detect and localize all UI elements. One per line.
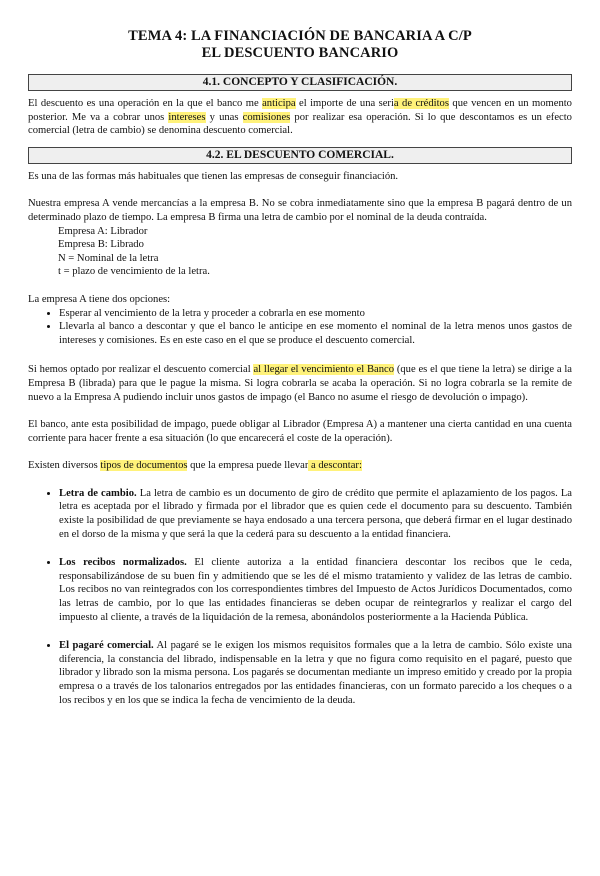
document-page	[0, 28, 600, 876]
document-title	[28, 28, 572, 62]
section-heading-4-1: 4.1. CONCEPTO Y CLASIFICACIÓN.	[28, 74, 572, 91]
document-type-item: • Letra de cambio. La letra de cambio es un documento de giro de crédito que permite el aplazamiento de los pagos. La letra es aceptada por el librado y firmada por el librador que es quien cede el documento para su descuento. También existe la posibilidad de que previamente se haya endosado a una tercera persona, que deberá firmar en el lugar destinado en el dorso de la misma y que será la que la cederá para su descuento a la entidad financiera.	[59, 487, 572, 541]
options-list	[28, 307, 572, 348]
option-item: • Llevarla al banco a descontar y que el banco le anticipe en ese momento el nominal de la letra menos unos gastos de intereses y comisiones. Es en este caso en el que se produce el descuento comercial.	[59, 320, 572, 347]
option-item: • Esperar al vencimiento de la letra y proceder a cobrarla en ese momento	[59, 307, 572, 321]
document-type-item: • El pagaré comercial. Al pagaré se le exigen los mismos requisitos formales que a la letra de cambio. Sólo existe una diferencia, la constancia del librado, indispensable en la letra y que no figura como requisito en el pagaré, puesto que librador y librado son la misma persona. Los pagarés se documentan mediante un impreso emitido y creado por la propia empresa o a través de los talonarios entregados por las entidades financieras, con un formato parecido a los cheques o a los recibos y en los que se indica la fecha de vencimiento de la deuda.	[59, 639, 572, 707]
document-type-term: El pagaré comercial.	[59, 640, 154, 652]
example-paragraph: Nuestra empresa A vende mercancías a la empresa B. No se cobra inmediatamente sino que la empresa B pagará dentro de un determinado plazo de tiempo. La empresa B firma una letra de cambio por el nominal de la deuda contraída.	[28, 198, 572, 223]
concept-paragraph: El descuento es una operación en la que el banco me anticipa el importe de una seria de créditos que vencen en un momento posterior. Me va a cobrar unos intereses y unas comisiones por realizar esa operación. Si lo que descontamos es un efecto comercial (letra de cambio) se denomina descuento comercial.	[28, 98, 572, 137]
definition-item: Empresa B: Librado	[58, 239, 144, 251]
definition-item: N = Nominal de la letra	[58, 252, 159, 264]
highlight-tipos-documentos: tipos de documentos	[100, 460, 188, 472]
highlight-creditos: a de créditos	[393, 98, 449, 109]
document-type-item: • Los recibos normalizados. El cliente autoriza a la entidad financiera descontar los recibos que le ceda, responsabilizándose de su buen fin y admitiendo que se les dé el mismo tratamiento y validez de las letras de cambio. Los recibos no van reintegrados con los correspondientes timbres del Impuesto de Actos Jurídicos Documentados, como las letras de cambio, por lo que las entidades financieras se deben ocupar de reintegrarlos y realizar el cargo del impuesto al cliente, a través de la liquidación de la remesa, abonándolos posteriormente a la Hacienda Pública.	[59, 556, 572, 624]
definition-item: t = plazo de vencimiento de la letra.	[58, 266, 210, 278]
section-heading-4-2: 4.2. EL DESCUENTO COMERCIAL.	[28, 147, 572, 164]
default-risk-paragraph: El banco, ante esta posibilidad de impago, puede obligar al Librador (Empresa A) a mantener una cierta cantidad en una cuenta corriente para hacer frente a esa situación (lo que encarecerá el coste de la operación).	[28, 419, 572, 444]
document-types-intro: Existen diversos tipos de documentos que la empresa puede llevar a descontar:	[28, 460, 362, 472]
highlight-intereses: intereses	[168, 111, 206, 123]
document-types-list	[28, 487, 572, 707]
options-intro: La empresa A tiene dos opciones:	[28, 293, 171, 305]
highlight-anticipa: anticipa	[262, 98, 296, 109]
definitions-list	[28, 225, 572, 279]
maturity-paragraph: Si hemos optado por realizar el descuento comercial al llegar el vencimiento el Banco (que es el que tiene la letra) se dirige a la Empresa B (librada) para que le pague la misma. Si logra cobrarla se acaba la operación. Si no logra cobrarla se la remite de nuevo a la Empresa A pudiendo incluir unos gastos de impago (el Banco no asume el riesgo de devolución o impago).	[28, 364, 572, 403]
title-line-1: TEMA 4: LA FINANCIACIÓN DE BANCARIA A C/P	[128, 28, 472, 44]
title-line-2: EL DESCUENTO BANCARIO	[201, 45, 399, 61]
highlight-vencimiento: al llegar el vencimiento el Banco	[253, 364, 395, 376]
document-type-term: Los recibos normalizados.	[59, 557, 187, 569]
document-type-term: Letra de cambio.	[59, 487, 137, 499]
highlight-a-descontar: a descontar:	[308, 460, 362, 472]
highlight-comisiones: comisiones	[242, 111, 291, 123]
intro-paragraph: Es una de las formas más habituales que tienen las empresas de conseguir financiación.	[28, 170, 399, 182]
definition-item: Empresa A: Librador	[58, 225, 148, 237]
